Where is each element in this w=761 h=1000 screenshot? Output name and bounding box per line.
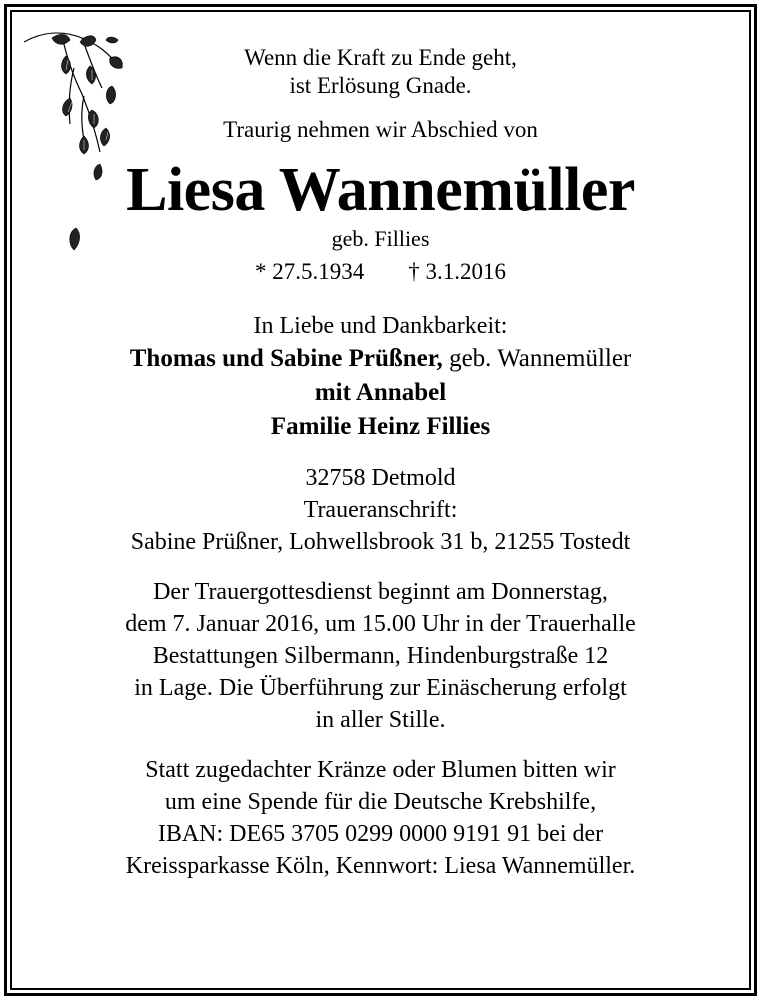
donation-line: IBAN: DE65 3705 0299 0000 9191 91 bei der (157, 821, 604, 847)
address-city: 32758 Detmold (305, 465, 456, 491)
mourner-line: mit Annabel (314, 379, 447, 406)
service-line: Bestattungen Silbermann, Hindenburgstraße 12 (152, 643, 609, 669)
donation-line: um eine Spende für die Deutsche Krebshilfe, (164, 789, 597, 815)
service-line: Der Trauergottesdienst beginnt am Donnerstag, (153, 579, 608, 605)
address-block (14, 462, 747, 558)
donation-line: Kreissparkasse Köln, Kennwort: Liesa Wannemüller. (125, 853, 636, 879)
service-line: in aller Stille. (315, 707, 446, 733)
mourner-line (14, 342, 747, 376)
mourner-line: Familie Heinz Fillies (270, 413, 491, 440)
maiden-name: geb. Fillies (331, 226, 430, 251)
donation-line: Statt zugedachter Kränze oder Blumen bitten wir (145, 757, 616, 783)
mourner-names: Thomas und Sabine Prüßner, (129, 345, 443, 372)
obituary-content (14, 44, 747, 882)
motto-line: ist Erlösung Gnade. (289, 73, 472, 98)
address-label: Traueranschrift: (303, 497, 458, 523)
service-info (14, 576, 747, 736)
donation-info (14, 754, 747, 882)
motto-line: Wenn die Kraft zu Ende geht, (244, 45, 517, 70)
life-dates (14, 254, 747, 290)
birth-date: * 27.5.1934 (255, 259, 365, 284)
intro-text: Traurig nehmen wir Abschied von (223, 117, 538, 142)
mourner-maiden: geb. Wannemüller (442, 345, 632, 372)
address-street: Sabine Prüßner, Lohwellsbrook 31 b, 21255 Tostedt (130, 529, 631, 555)
service-line: in Lage. Die Überführung zur Einäscherung erfolgt (134, 675, 627, 701)
motto (14, 44, 747, 100)
gratitude-line: In Liebe und Dankbarkeit: (253, 313, 508, 339)
service-line: dem 7. Januar 2016, um 15.00 Uhr in der Trauerhalle (125, 611, 636, 637)
mourners (14, 342, 747, 444)
deceased-name: Liesa Wannemüller (126, 156, 635, 224)
death-date: † 3.1.2016 (408, 259, 506, 284)
